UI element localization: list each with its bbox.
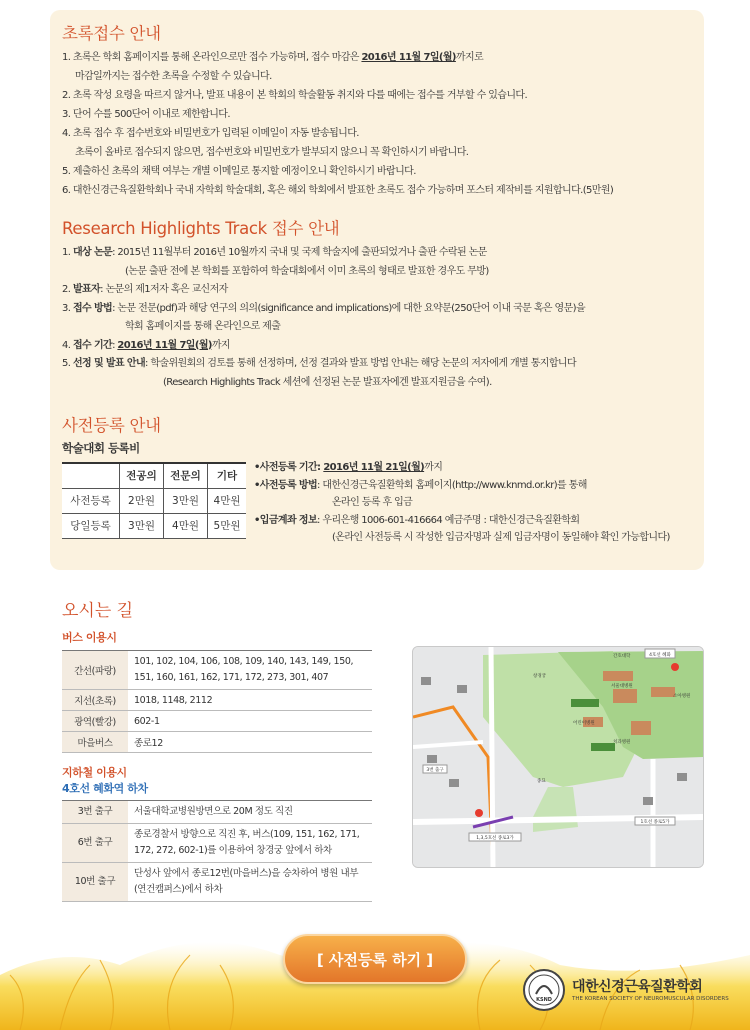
- item-text: :: [112, 339, 118, 351]
- bus-type: 광역(빨강): [62, 711, 128, 732]
- period-post: 까지: [424, 462, 443, 473]
- fee-cell: 3만원: [120, 513, 164, 538]
- map-label-univ: 간호대학: [613, 654, 631, 659]
- abstract-item: [62, 181, 613, 200]
- table-row: [62, 711, 372, 732]
- method-value2: 온라인 등록 후 입금: [332, 497, 413, 508]
- table-row: [62, 690, 372, 711]
- subway-title: 지하철 이용시: [62, 766, 127, 779]
- table-row: [62, 732, 372, 753]
- exit-label: 6번 출구: [62, 824, 128, 863]
- item-text: : 논문 전문(pdf)과 해당 연구의 의의(significance and implications)에 대한 요약문(250단어 이내 국문 혹은 영문)을: [112, 302, 586, 314]
- research-item: [62, 281, 585, 300]
- item-label: 선정 및 발표 안내: [72, 358, 146, 369]
- bus-title: 버스 이용시: [62, 631, 117, 644]
- bus-routes: 1018, 1148, 2112: [128, 690, 372, 711]
- method-label: •사전등록 방법: [254, 479, 318, 491]
- item-label: 발표자: [72, 284, 101, 295]
- exit-desc: 서울대학교병원방면으로 20M 정도 직진: [128, 801, 372, 824]
- map-label-station: 1,3,5호선 종로3가: [476, 836, 514, 841]
- table-row: [62, 801, 372, 824]
- fee-header: 기타: [208, 463, 247, 488]
- abstract-item: [62, 124, 613, 143]
- table-row: [62, 863, 372, 902]
- bus-routes-line: 151, 160, 161, 162, 171, 172, 273, 301, 407: [134, 672, 329, 683]
- exit-desc: 종로경찰서 방향으로 직진 후, 버스(109, 151, 162, 171, 172, 272, 602-1)를 이용하여 창경궁 앞에서 하차: [128, 824, 372, 863]
- pre-register-button[interactable]: [ 사전등록 하기 ]: [283, 934, 467, 984]
- abstract-list: [62, 48, 613, 200]
- item-text: : 2015년 11월부터 2016년 10월까지 국내 및 국제 학술지에 출판되었거나 출판 수락된 논문: [112, 247, 487, 258]
- fee-cell: 5만원: [208, 513, 247, 538]
- abstract-item: 초록이 올바로 접수되지 않으면, 접수번호와 비밀번호가 발부되지 않으니 꼭 확인하시기 바랍니다.: [75, 147, 469, 158]
- subway-table: [62, 800, 372, 902]
- deadline-highlight: 2016년 11월 7일(월): [117, 339, 212, 351]
- item-number: 5.: [62, 358, 71, 369]
- item-text: : 학술위원회의 검토를 통해 선정하며, 선정 결과와 발표 방법 안내는 해당 논문의 저자에게 개별 통지합니다: [145, 358, 577, 369]
- fee-header: 전공의: [120, 463, 164, 488]
- table-row: [62, 513, 246, 538]
- map-label-palace: 창경궁: [533, 674, 547, 679]
- fee-cell: 당일등록: [62, 513, 120, 538]
- period-value: 2016년 11월 21일(월): [323, 462, 425, 473]
- abstract-item: [62, 162, 613, 181]
- table-row: [62, 824, 372, 863]
- table-row: [62, 488, 246, 513]
- abstract-text: 2. 초록 작성 요령을 따르지 않거나, 발표 내용이 본 학회의 학술활동 취지와 다를 때에는 접수를 거부할 수 있습니다.: [62, 90, 528, 101]
- abstract-item: [62, 105, 613, 124]
- bus-routes: [128, 651, 372, 690]
- research-item: [62, 355, 585, 374]
- fee-cell: 2만원: [120, 488, 164, 513]
- society-logo: [522, 968, 566, 1012]
- research-title: Research Highlights Track 접수 안내: [62, 219, 340, 238]
- bus-routes: 종로12: [128, 732, 372, 753]
- abstract-item: 마감일까지는 접수한 초록을 수정할 수 있습니다.: [75, 71, 272, 82]
- abstract-item: [62, 86, 613, 105]
- exit-label: 10번 출구: [62, 863, 128, 902]
- abstract-text: 4. 초록 접수 후 접수번호와 비밀번호가 입력된 이메일이 자동 발송됩니다.: [62, 128, 359, 139]
- item-label: 접수 방법: [72, 302, 113, 314]
- abstract-text: 5. 제출하신 초록의 채택 여부는 개별 이메일로 통지할 예정이오니 확인하시기 바랍니다.: [62, 166, 416, 177]
- deadline-highlight: 2016년 11월 7일(월): [361, 52, 456, 63]
- location-map[interactable]: [412, 646, 704, 868]
- item-number: 2.: [62, 284, 71, 295]
- research-item: [62, 244, 585, 263]
- registration-title: 사전등록 안내: [62, 416, 161, 435]
- research-item: (Research Highlights Track 세션에 선정된 논문 발표자에겐 발표지원금을 수여).: [163, 376, 492, 388]
- map-graphic: [413, 647, 704, 868]
- abstract-text: 까지로: [455, 52, 484, 63]
- fee-cell: 사전등록: [62, 488, 120, 513]
- fee-cell: 4만원: [208, 488, 247, 513]
- map-label-station2: 1호선 종로5가: [640, 820, 670, 825]
- fee-table: [62, 462, 246, 539]
- exit-label: 3번 출구: [62, 801, 128, 824]
- bus-routes: 602-1: [128, 711, 372, 732]
- item-text: : 논문의 제1저자 혹은 교신저자: [100, 284, 228, 295]
- bus-routes-line: 101, 102, 104, 106, 108, 109, 140, 143, 149, 150,: [134, 656, 354, 667]
- item-label: 접수 기간: [72, 339, 113, 351]
- table-row: [62, 651, 372, 690]
- bus-type: 마을버스: [62, 732, 128, 753]
- item-text: 까지: [211, 339, 230, 351]
- map-label-children: 어린이병원: [573, 721, 595, 726]
- exit-desc: 단성사 앞에서 종로12번(마을버스)을 승차하여 병원 내부 (연건캠퍼스)에서 하차: [128, 863, 372, 902]
- research-item: (논문 출판 전에 본 학회를 포함하여 학술대회에서 이미 초록의 형태로 발표한 경우도 무방): [125, 265, 489, 277]
- map-label-exit3: 3번 출구: [426, 768, 444, 773]
- map-label-jongmyo: 종묘: [537, 779, 546, 784]
- item-number: 4.: [62, 339, 71, 351]
- bus-table: [62, 650, 372, 753]
- logo-abbr: KSND: [536, 997, 552, 1003]
- directions-title: 오시는 길: [62, 601, 134, 621]
- registration-info: •사전등록 기간: 2016년 11월 21일(월)까지 •사전등록 방법: 대한신경근육질환학회 홈페이지(http://www.knmd.or.kr)를 통해 온라인 등록 후 입금 •입금계좌 정보: 우리은행 1006-601-416664 예금주명 : 대한신경근육질환학회 (온라인 사전등록 시 작성한 입금자명과 실제 입금자명이 동일해야 확인 가능합니다): [254, 459, 670, 547]
- research-item: 학회 홈페이지를 통해 온라인으로 제출: [125, 321, 281, 332]
- abstract-text: 3. 단어 수를 500단어 이내로 제한합니다.: [62, 109, 230, 120]
- research-item: [62, 300, 585, 319]
- map-label-dental: 치과병원: [613, 740, 631, 745]
- item-number: 3.: [62, 302, 71, 314]
- item-number: 1.: [62, 247, 71, 258]
- abstract-title: 초록접수 안내: [62, 24, 161, 43]
- fee-cell: 3만원: [164, 488, 208, 513]
- map-label-exit: 4호선 혜화: [649, 653, 671, 658]
- map-label-hospital: 소아병원: [673, 694, 691, 699]
- map-label-seoul-univ: 서울대병원: [611, 684, 633, 689]
- fee-cell: 4만원: [164, 513, 208, 538]
- research-item: [62, 337, 585, 356]
- abstract-item: [62, 48, 613, 67]
- fee-header: 전문의: [164, 463, 208, 488]
- period-label: •사전등록 기간: [254, 462, 318, 473]
- society-name: 대한신경근육질환학회: [572, 979, 703, 995]
- bus-type: 간선(파랑): [62, 651, 128, 690]
- abstract-text: 1. 초록은 학회 홈페이지를 통해 온라인으로만 접수 가능하며, 접수 마감은: [62, 52, 362, 63]
- fee-title: 학술대회 등록비: [62, 441, 140, 455]
- account-value2: (온라인 사전등록 시 작성한 입금자명과 실제 입금자명이 동일해야 확인 가능합니다): [332, 532, 670, 543]
- item-label: 대상 논문: [72, 247, 113, 258]
- society-name-en: THE KOREAN SOCIETY OF NEUROMUSCULAR DISORDERS: [572, 996, 729, 1002]
- bus-type: 지선(초록): [62, 690, 128, 711]
- fee-header: [62, 463, 120, 488]
- subway-line: 4호선 혜화역 하차: [62, 782, 148, 795]
- method-value: : 대한신경근육질환학회 홈페이지(http://www.knmd.or.kr)를 통해: [317, 479, 587, 491]
- account-value: : 우리은행 1006-601-416664 예금주명 : 대한신경근육질환학회: [317, 514, 580, 526]
- abstract-text: 6. 대한신경근육질환학회나 국내 자학회 학술대회, 혹은 해외 학회에서 발표한 초록도 접수 가능하며 포스터 제작비를 지원합니다.(5만원): [62, 185, 614, 196]
- account-label: •입금계좌 정보: [254, 514, 318, 526]
- research-list: [62, 244, 585, 392]
